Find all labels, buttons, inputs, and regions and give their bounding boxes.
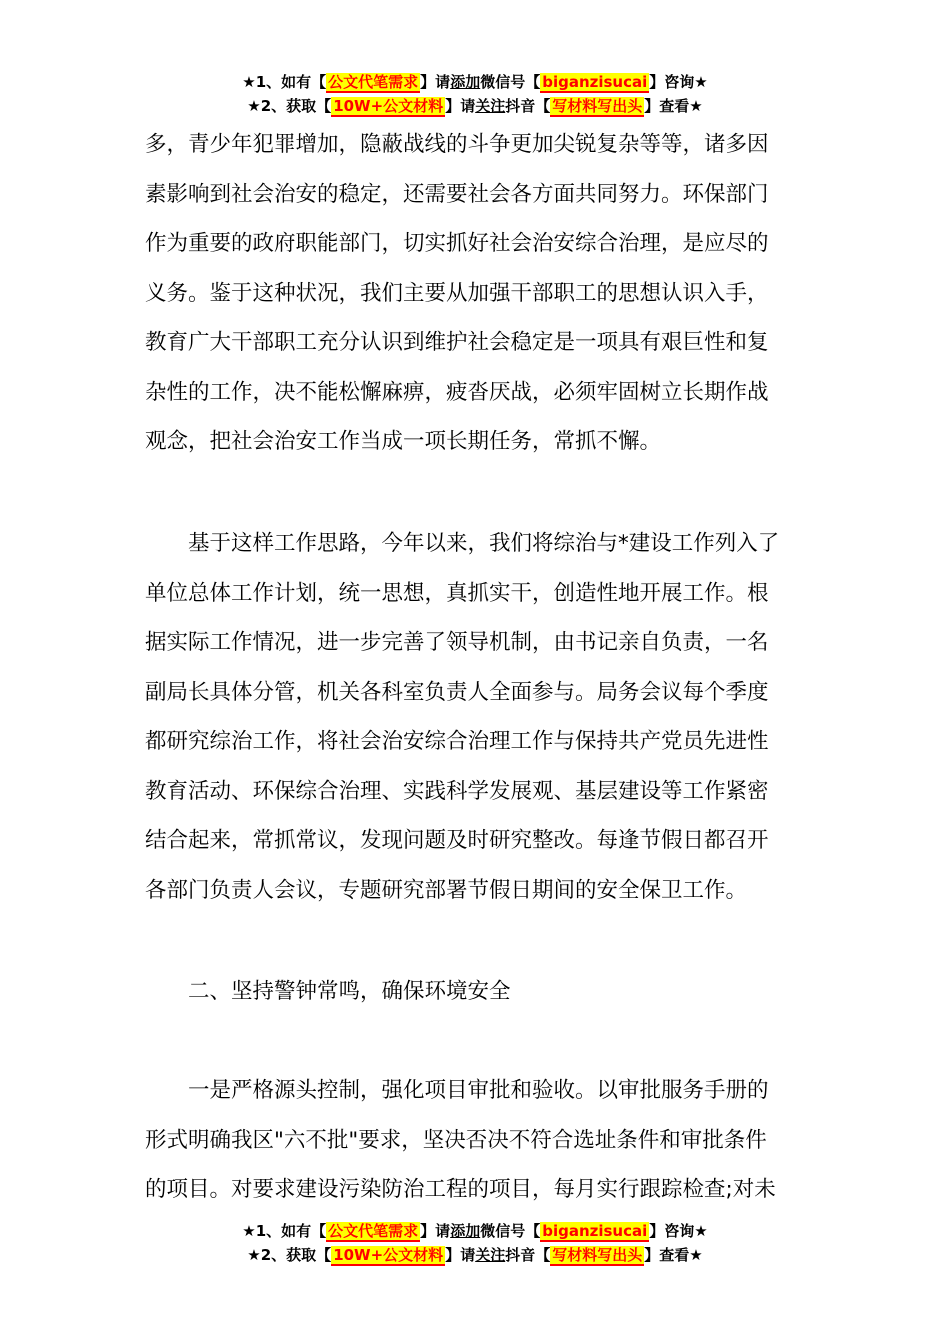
text-line: 杂性的工作，决不能松懈麻痹，疲沓厌战，必须牢固树立长期作战	[145, 379, 769, 405]
text-line: 副局长具体分管，机关各科室负责人全面参与。局务会议每个季度	[145, 679, 769, 705]
banner-text: 】请	[445, 97, 476, 115]
banner-text: 抖音【	[505, 1246, 551, 1264]
text-line: 义务。鉴于这种状况，我们主要从加强干部职工的思想认识入手，	[145, 280, 769, 306]
paragraph-3	[145, 1066, 807, 1215]
top-banner	[0, 70, 950, 118]
banner-text: 微信号【	[480, 1222, 541, 1240]
banner-text: 】咨询★	[649, 73, 708, 91]
text-line: 单位总体工作计划，统一思想，真抓实干，创造性地开展工作。根	[145, 580, 769, 606]
banner-highlight: biganzisucai	[542, 73, 648, 91]
text-line: 的项目。对要求建设污染防治工程的项目，每月实行跟踪检查;对未	[145, 1177, 776, 1202]
banner-text: ★2、获取【	[247, 97, 332, 115]
banner-underlined: 关注	[475, 97, 506, 115]
text-line: 教育活动、环保综合治理、实践科学发展观、基层建设等工作紧密	[145, 778, 769, 804]
banner-line-2	[0, 94, 950, 118]
banner-underlined: 关注	[475, 1246, 506, 1264]
banner-highlight: 公文代笔需求	[328, 1222, 419, 1240]
text-line: 素影响到社会治安的稳定，还需要社会各方面共同努力。环保部门	[145, 181, 769, 207]
banner-highlight: 10W+公文材料	[333, 97, 444, 115]
banner-text: 】查看★	[644, 97, 703, 115]
text-line: 多，青少年犯罪增加，隐蔽战线的斗争更加尖锐复杂等等，诸多因	[145, 132, 769, 157]
banner-text: 】请	[420, 73, 451, 91]
banner-text: ★1、如有【	[242, 73, 327, 91]
text-line: 教育广大干部职工充分认识到维护社会稳定是一项具有艰巨性和复	[145, 330, 769, 355]
text-line: 形式明确我区"六不批"要求，坚决否决不符合选址条件和审批条件	[145, 1127, 767, 1153]
banner-text: 】请	[420, 1222, 451, 1240]
banner-text: 】咨询★	[649, 1222, 708, 1240]
banner-text: 微信号【	[480, 73, 541, 91]
banner-line-1	[0, 1219, 950, 1243]
banner-underlined: 添加	[450, 1222, 481, 1240]
text-line: 观念，把社会治安工作当成一项长期任务，常抓不懈。	[145, 429, 662, 454]
paragraph-2	[145, 519, 807, 915]
text-line: 都研究综治工作，将社会治安综合治理工作与保持共产党员先进性	[145, 729, 769, 754]
bottom-banner	[0, 1219, 950, 1267]
text-line: 一是严格源头控制，强化项目审批和验收。以审批服务手册的	[188, 1078, 769, 1103]
text-line: 据实际工作情况，进一步完善了领导机制，由书记亲自负责，一名	[145, 630, 769, 655]
banner-text: 】请	[445, 1246, 476, 1264]
banner-text: 】查看★	[644, 1246, 703, 1264]
banner-text: 抖音【	[505, 97, 551, 115]
heading-text: 二、坚持警钟常鸣，确保环境安全	[188, 979, 511, 1004]
banner-line-1	[0, 70, 950, 94]
text-line: 作为重要的政府职能部门，切实抓好社会治安综合治理，是应尽的	[145, 231, 769, 256]
text-line: 结合起来，常抓常议，发现问题及时研究整改。每逢节假日都召开	[145, 828, 769, 853]
banner-underlined: 添加	[450, 73, 481, 91]
banner-highlight: biganzisucai	[542, 1222, 648, 1240]
banner-text: ★1、如有【	[242, 1222, 327, 1240]
banner-text: ★2、获取【	[247, 1246, 332, 1264]
banner-highlight: 写材料写出头	[552, 1246, 643, 1264]
text-line: 基于这样工作思路，今年以来，我们将综治与*建设工作列入了	[188, 531, 780, 556]
banner-highlight: 10W+公文材料	[333, 1246, 444, 1264]
section-heading	[145, 967, 807, 1017]
banner-highlight: 公文代笔需求	[328, 73, 419, 91]
banner-highlight: 写材料写出头	[552, 97, 643, 115]
paragraph-1	[145, 120, 807, 467]
text-line: 各部门负责人会议，专题研究部署节假日期间的安全保卫工作。	[145, 877, 748, 903]
banner-line-2	[0, 1243, 950, 1267]
